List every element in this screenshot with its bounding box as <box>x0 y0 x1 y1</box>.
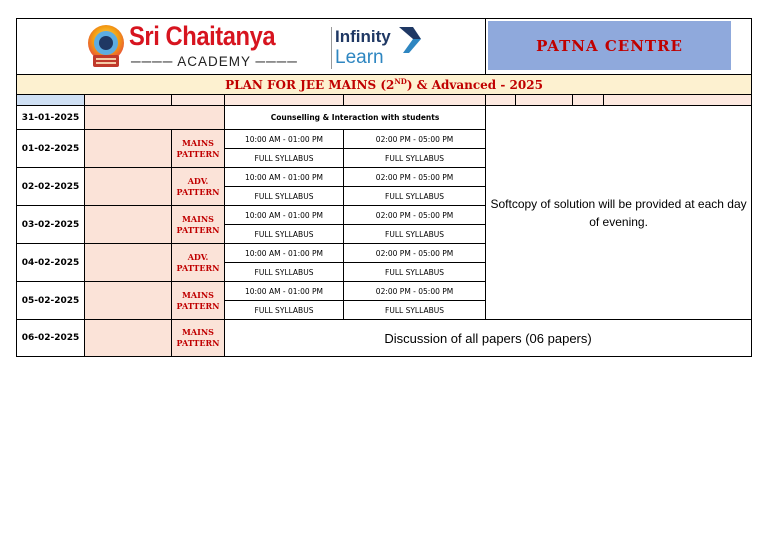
table-row <box>17 106 752 130</box>
blank-cell <box>85 244 172 282</box>
afternoon-syllabus: FULL SYLLABUS <box>344 187 486 206</box>
brand-logo <box>85 21 425 73</box>
solution-note: Softcopy of solution will be provided at each day of evening. <box>486 106 752 320</box>
afternoon-slot: 02:00 PM - 05:00 PM <box>344 244 486 263</box>
logo-header <box>17 19 486 75</box>
morning-slot: 10:00 AM - 01:00 PM <box>225 244 344 263</box>
pattern-cell: MAINS PATTERN <box>172 282 225 320</box>
pattern-cell: MAINS PATTERN <box>172 206 225 244</box>
discussion-cell: Discussion of all papers (06 papers) <box>225 320 752 357</box>
sri-chaitanya-emblem-icon <box>85 23 127 71</box>
blank-cell <box>85 130 172 168</box>
afternoon-slot: 02:00 PM - 05:00 PM <box>344 130 486 149</box>
morning-slot: 10:00 AM - 01:00 PM <box>225 282 344 301</box>
pattern-cell: ADV. PATTERN <box>172 244 225 282</box>
table-row <box>17 320 752 357</box>
schedule-sheet <box>16 18 751 357</box>
counselling-cell: Counselling & Interaction with students <box>225 106 486 130</box>
morning-syllabus: FULL SYLLABUS <box>225 225 344 244</box>
pattern-cell: MAINS PATTERN <box>172 130 225 168</box>
afternoon-slot: 02:00 PM - 05:00 PM <box>344 168 486 187</box>
date-cell: 31-01-2025 <box>17 106 85 130</box>
infinity-learn-arrow-icon <box>397 25 423 55</box>
plan-title: PLAN FOR JEE MAINS (2ND) & Advanced - 2025 <box>17 75 752 95</box>
blank-cell <box>85 282 172 320</box>
afternoon-syllabus: FULL SYLLABUS <box>344 149 486 168</box>
blank-cell <box>85 320 172 357</box>
afternoon-syllabus: FULL SYLLABUS <box>344 263 486 282</box>
date-cell: 04-02-2025 <box>17 244 85 282</box>
brand-subtitle: ──── ACADEMY ──── <box>131 54 298 69</box>
partner-name-top: Infinity <box>335 27 391 46</box>
spacer-row <box>17 95 752 106</box>
date-cell: 06-02-2025 <box>17 320 85 357</box>
pattern-cell: MAINS PATTERN <box>172 320 225 357</box>
afternoon-syllabus: FULL SYLLABUS <box>344 301 486 320</box>
blank-cell <box>85 206 172 244</box>
pattern-cell-empty <box>85 106 225 130</box>
date-cell: 01-02-2025 <box>17 130 85 168</box>
morning-syllabus: FULL SYLLABUS <box>225 187 344 206</box>
centre-header <box>486 19 752 75</box>
date-cell: 05-02-2025 <box>17 282 85 320</box>
morning-slot: 10:00 AM - 01:00 PM <box>225 168 344 187</box>
afternoon-slot: 02:00 PM - 05:00 PM <box>344 206 486 225</box>
pattern-cell: ADV. PATTERN <box>172 168 225 206</box>
morning-slot: 10:00 AM - 01:00 PM <box>225 206 344 225</box>
centre-name: PATNA CENTRE <box>488 21 731 70</box>
morning-slot: 10:00 AM - 01:00 PM <box>225 130 344 149</box>
schedule-table <box>16 18 752 357</box>
partner-name-bottom: Learn <box>335 47 384 68</box>
brand-name: Sri Chaitanya <box>129 21 276 51</box>
afternoon-slot: 02:00 PM - 05:00 PM <box>344 282 486 301</box>
morning-syllabus: FULL SYLLABUS <box>225 263 344 282</box>
afternoon-syllabus: FULL SYLLABUS <box>344 225 486 244</box>
date-cell: 02-02-2025 <box>17 168 85 206</box>
blank-cell <box>85 168 172 206</box>
morning-syllabus: FULL SYLLABUS <box>225 301 344 320</box>
logo-divider <box>331 27 332 69</box>
date-cell: 03-02-2025 <box>17 206 85 244</box>
morning-syllabus: FULL SYLLABUS <box>225 149 344 168</box>
